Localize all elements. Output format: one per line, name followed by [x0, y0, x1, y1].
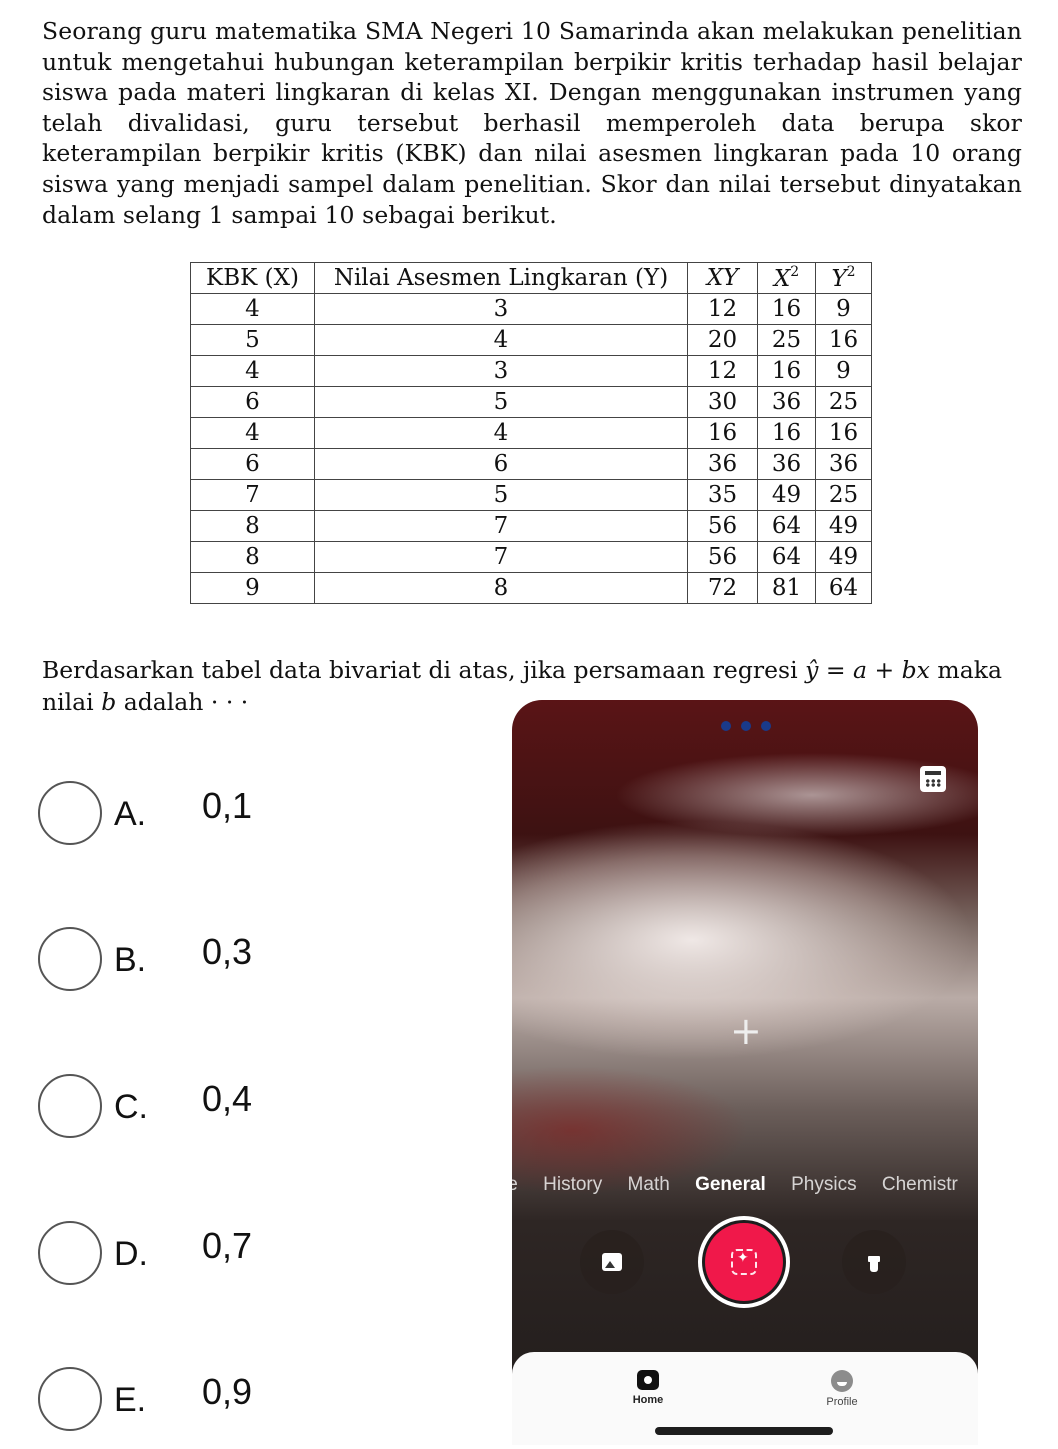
table-cell: 16 [758, 294, 816, 325]
table-cell: 49 [816, 511, 872, 542]
table-cell: 25 [816, 480, 872, 511]
crosshair-plus-icon: + [730, 1009, 762, 1053]
option-value: 0,9 [202, 1371, 253, 1412]
table-cell: 6 [315, 449, 688, 480]
table-cell: 16 [758, 356, 816, 387]
option-letter: D. [114, 1235, 148, 1273]
stem-prefix: Berdasarkan tabel data bivariat di atas, jika persamaan regresi [42, 656, 798, 684]
nav-home-label: Home [632, 1394, 664, 1406]
table-cell: 4 [315, 418, 688, 449]
table-row [191, 511, 872, 542]
profile-icon [831, 1370, 853, 1392]
header-kbk: KBK (X) [191, 263, 315, 294]
table-cell: 5 [315, 480, 688, 511]
table-cell: 49 [758, 480, 816, 511]
option-value: 0,4 [202, 1078, 253, 1119]
home-indicator[interactable] [655, 1427, 833, 1435]
camera-overlay [502, 700, 978, 1445]
option-b[interactable] [38, 927, 438, 993]
tab-general[interactable]: General [695, 1174, 766, 1195]
option-c[interactable] [38, 1074, 438, 1140]
scan-sparkle-icon [731, 1249, 757, 1275]
stem-line2-prefix: nilai [42, 688, 94, 716]
table-cell: 6 [191, 387, 315, 418]
camera-icon [637, 1370, 659, 1390]
table-cell: 12 [688, 294, 758, 325]
tab-chemistry[interactable]: Chemistr [881, 1174, 958, 1195]
table-cell: 7 [315, 542, 688, 573]
option-d[interactable] [38, 1221, 438, 1287]
flashlight-icon [868, 1252, 880, 1272]
nav-profile-label: Profile [826, 1396, 858, 1408]
table-row [191, 480, 872, 511]
data-table [190, 262, 872, 604]
option-letter: E. [114, 1381, 147, 1419]
option-e[interactable] [38, 1367, 438, 1433]
table-row [191, 449, 872, 480]
table-row [191, 294, 872, 325]
table-cell: 20 [688, 325, 758, 356]
gallery-icon [602, 1253, 622, 1271]
header-nilai: Nilai Asesmen Lingkaran (Y) [315, 263, 688, 294]
flashlight-button[interactable] [842, 1230, 906, 1294]
tab-partial[interactable]: te [502, 1174, 518, 1195]
table-cell: 16 [688, 418, 758, 449]
table-cell: 16 [758, 418, 816, 449]
table-body [191, 294, 872, 604]
option-a[interactable] [38, 781, 438, 847]
table-cell: 4 [191, 356, 315, 387]
table-cell: 49 [816, 542, 872, 573]
table-cell: 56 [688, 542, 758, 573]
table-cell: 72 [688, 573, 758, 604]
table-row [191, 418, 872, 449]
gallery-button[interactable] [580, 1230, 644, 1294]
tab-math[interactable]: Math [627, 1174, 670, 1195]
radio-b[interactable] [38, 927, 102, 991]
header-xy: XY [688, 263, 758, 294]
table-cell: 30 [688, 387, 758, 418]
table-cell: 8 [191, 542, 315, 573]
nav-profile[interactable] [802, 1370, 882, 1408]
header-y2-base: Y [831, 266, 847, 292]
option-value: 0,1 [202, 785, 253, 826]
regression-equation: ŷ = a + bx [805, 656, 930, 684]
table-cell: 5 [191, 325, 315, 356]
table-cell: 64 [816, 573, 872, 604]
table-cell: 9 [816, 356, 872, 387]
table-row [191, 325, 872, 356]
table-cell: 8 [191, 511, 315, 542]
shutter-button[interactable] [698, 1216, 790, 1308]
stem-line2-suffix: adalah · · · [123, 688, 249, 716]
header-x2 [758, 263, 816, 294]
table-cell: 35 [688, 480, 758, 511]
radio-d[interactable] [38, 1221, 102, 1285]
table-cell: 36 [758, 449, 816, 480]
tab-physics[interactable]: Physics [791, 1174, 857, 1195]
bottom-nav [512, 1352, 978, 1445]
table-cell: 36 [688, 449, 758, 480]
stem-mid: maka [937, 656, 1002, 684]
table-row [191, 356, 872, 387]
table-cell: 16 [816, 418, 872, 449]
table-cell: 9 [816, 294, 872, 325]
table-cell: 81 [758, 573, 816, 604]
table-cell: 25 [816, 387, 872, 418]
header-y2 [816, 263, 872, 294]
table-cell: 4 [191, 418, 315, 449]
table-cell: 3 [315, 294, 688, 325]
calculator-icon[interactable] [920, 766, 946, 792]
table-row [191, 573, 872, 604]
option-value: 0,3 [202, 931, 253, 972]
table-cell: 36 [816, 449, 872, 480]
option-letter: A. [114, 795, 147, 833]
header-x2-power: 2 [790, 264, 800, 280]
table-cell: 7 [191, 480, 315, 511]
table-row [191, 387, 872, 418]
radio-e[interactable] [38, 1367, 102, 1431]
question-intro: Seorang guru matematika SMA Negeri 10 Samarinda akan melakukan penelitian untuk mengetahui hubungan keterampilan berpikir kritis terhadap hasil belajar siswa pada materi lingkaran di kelas XI. Dengan menggunakan instrumen yang telah divalidasi, guru tersebut berhasil memperoleh data berupa skor keterampilan berpikir kritis (KBK) dan nilai asesmen lingkaran pada 10 orang siswa yang menjadi sampel dalam penelitian. Skor dan nilai tersebut dinyatakan dalam selang 1 sampai 10 sebagai berikut. [42, 17, 1022, 229]
option-value: 0,7 [202, 1225, 253, 1266]
more-dots-icon[interactable] [716, 716, 776, 735]
header-y2-power: 2 [846, 264, 856, 280]
table-cell: 56 [688, 511, 758, 542]
table-row [191, 542, 872, 573]
table-cell: 8 [315, 573, 688, 604]
table-cell: 64 [758, 542, 816, 573]
tab-history[interactable]: History [543, 1174, 603, 1195]
table-cell: 12 [688, 356, 758, 387]
table-cell: 16 [816, 325, 872, 356]
table-cell: 36 [758, 387, 816, 418]
table-cell: 6 [191, 449, 315, 480]
radio-c[interactable] [38, 1074, 102, 1138]
nav-home[interactable] [608, 1370, 688, 1406]
table-cell: 9 [191, 573, 315, 604]
table-header-row [191, 263, 872, 294]
table-cell: 4 [315, 325, 688, 356]
subject-tabs [502, 1174, 1022, 1196]
table-cell: 5 [315, 387, 688, 418]
table-cell: 4 [191, 294, 315, 325]
table-cell: 64 [758, 511, 816, 542]
table-cell: 7 [315, 511, 688, 542]
stem-variable: b [101, 688, 117, 716]
radio-a[interactable] [38, 781, 102, 845]
table-cell: 25 [758, 325, 816, 356]
table-cell: 3 [315, 356, 688, 387]
option-letter: B. [114, 941, 147, 979]
option-letter: C. [114, 1088, 148, 1126]
header-x2-base: X [773, 266, 791, 292]
